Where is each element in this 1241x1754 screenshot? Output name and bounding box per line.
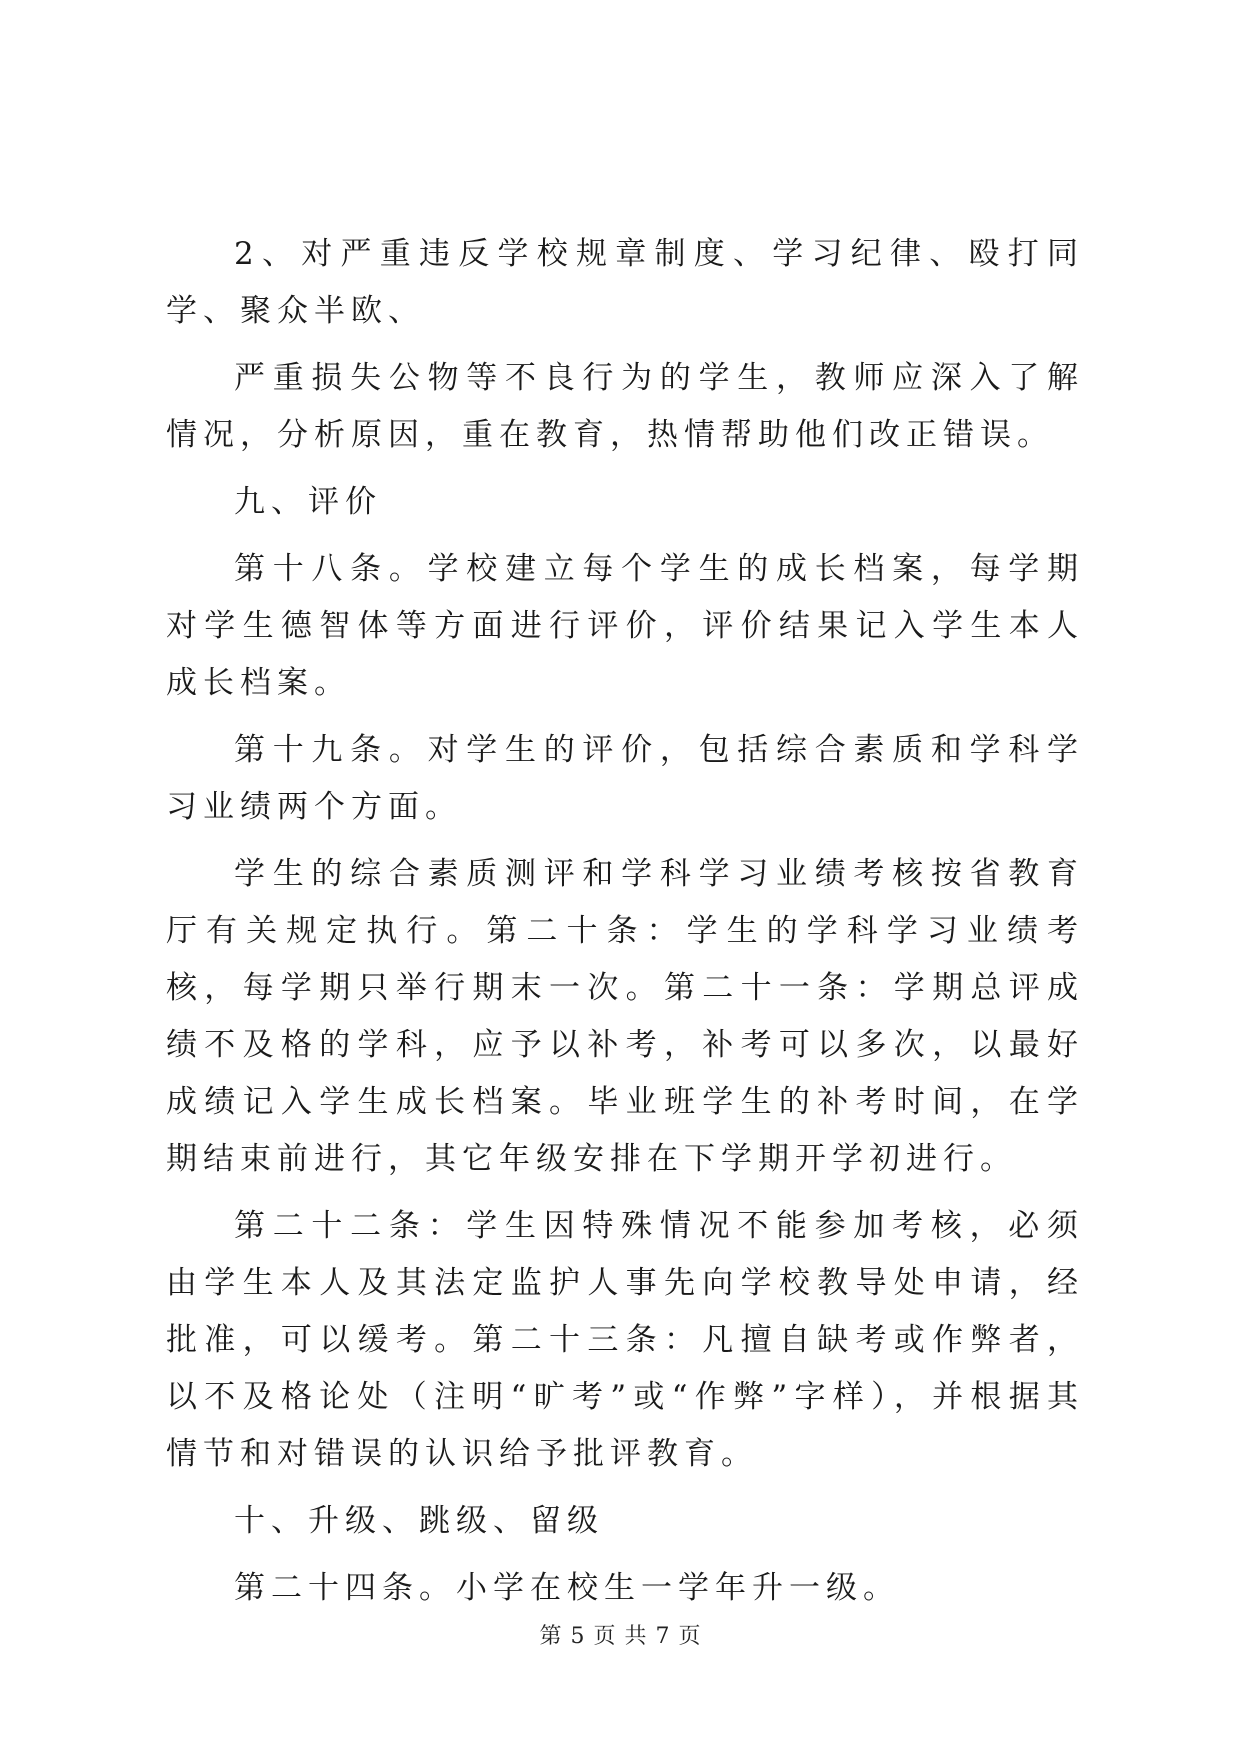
section-heading-promotion: 十、升级、跳级、留级 [234, 1503, 604, 1539]
document-body [166, 226, 1084, 1627]
paragraph-discipline-intro: 2、对严重违反学校规章制度、学习纪律、殴打同学、聚众半欧、 [166, 236, 1084, 329]
paragraph-article-18: 第十八条。学校建立每个学生的成长档案，每学期对学生德智体等方面进行评价，评价结果记入学生本人成长档案。 [166, 551, 1084, 701]
paragraph-articles-20-21: 学生的综合素质测评和学科学习业绩考核按省教育厅有关规定执行。第二十条：学生的学科学习业绩考核，每学期只举行期末一次。第二十一条：学期总评成绩不及格的学科，应予以补考，补考可以多次，以最好成绩记入学生成长档案。毕业班学生的补考时间，在学期结束前进行，其它年级安排在下学期开学初进行。 [166, 856, 1084, 1177]
section-heading-evaluation: 九、评价 [234, 484, 382, 520]
paragraph-article-24: 第二十四条。小学在校生一学年升一级。 [234, 1570, 900, 1606]
paragraph-articles-22-23: 第二十二条：学生因特殊情况不能参加考核，必须由学生本人及其法定监护人事先向学校教导处申请，经批准，可以缓考。第二十三条：凡擅自缺考或作弊者，以不及格论处（注明“旷考”或“作弊”字样），并根据其情节和对错误的认识给予批评教育。 [166, 1208, 1084, 1472]
paragraph-article-19: 第十九条。对学生的评价，包括综合素质和学科学习业绩两个方面。 [166, 732, 1084, 825]
page-number-footer: 第 5 页 共 7 页 [539, 1624, 702, 1649]
paragraph-discipline-education: 严重损失公物等不良行为的学生，教师应深入了解情况，分析原因，重在教育，热情帮助他们改正错误。 [166, 360, 1084, 453]
